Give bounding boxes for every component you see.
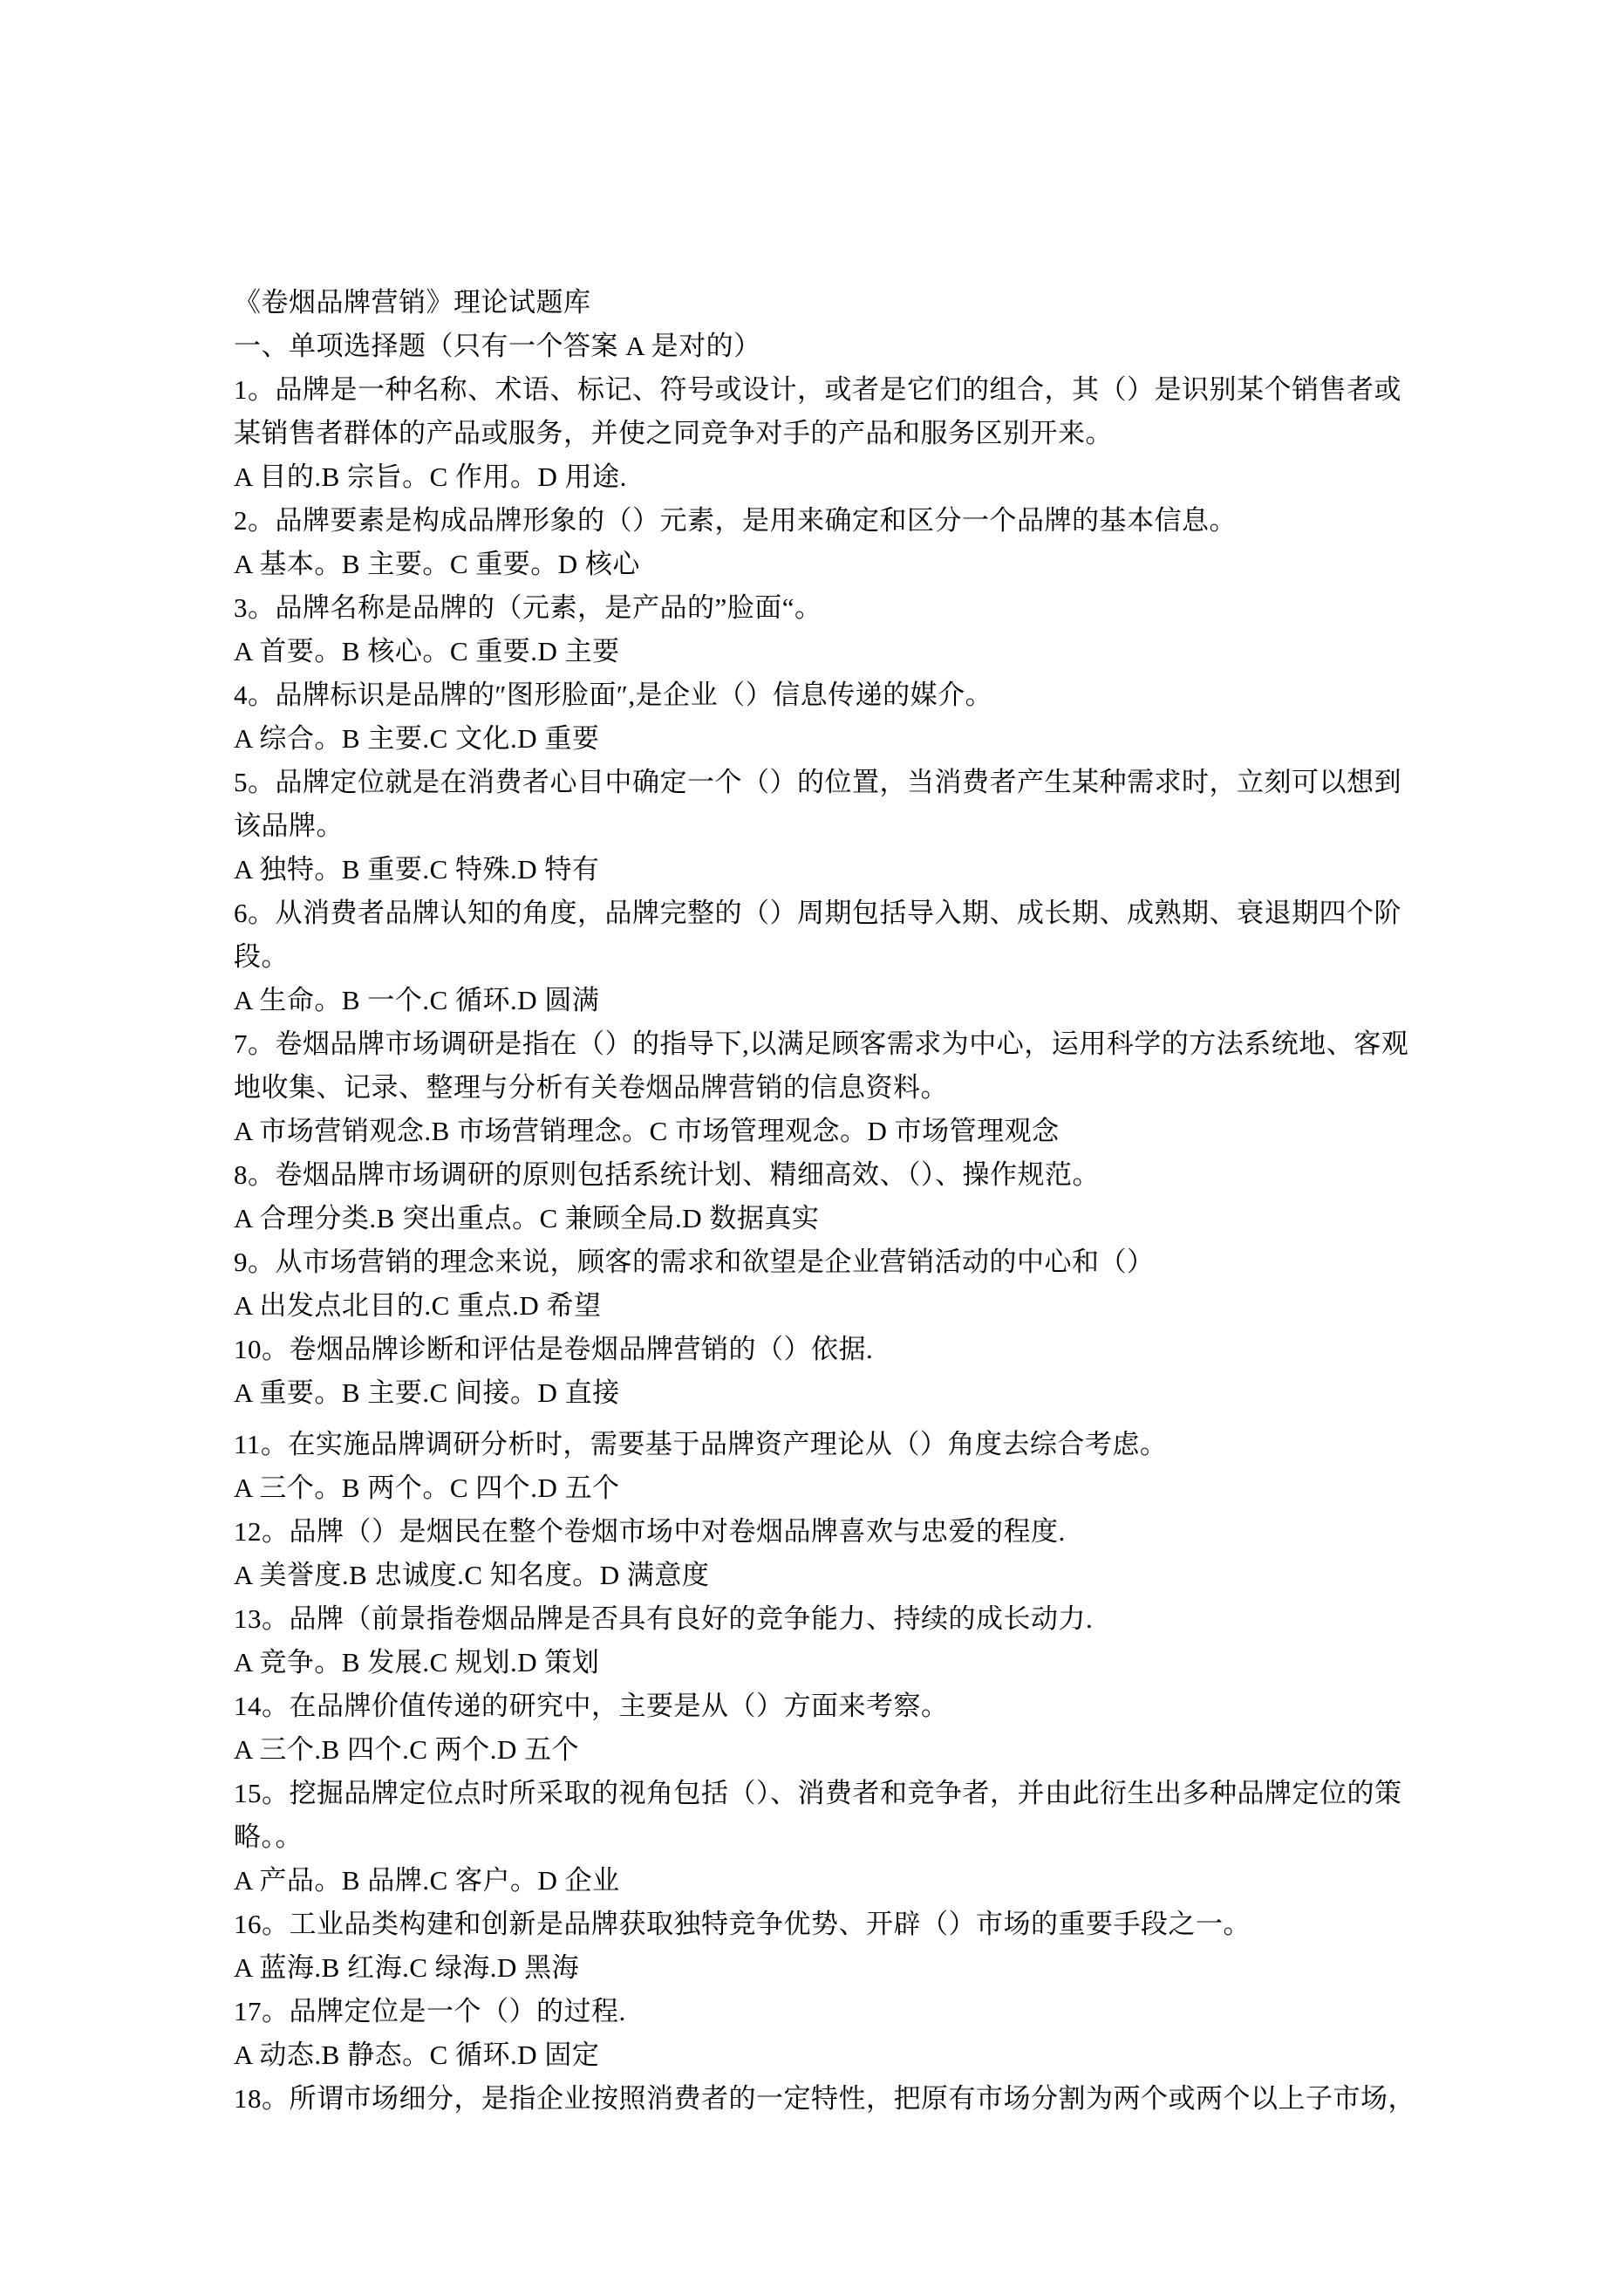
question-5-text: 5。品牌定位就是在消费者心目中确定一个（）的位置，当消费者产生某种需求时，立刻可以想到	[234, 767, 1401, 797]
question-4-options: A 综合。B 主要.C 文化.D 重要	[234, 723, 600, 754]
question-11-text: 11。在实施品牌调研分析时，需要基于品牌资产理论从（）角度去综合考虑。	[234, 1429, 1168, 1459]
question-13-text: 13。品牌（前景指卷烟品牌是否具有良好的竞争能力、持续的成长动力.	[234, 1603, 1094, 1634]
question-17-text: 17。品牌定位是一个（）的过程.	[234, 1996, 626, 2026]
question-15-text-cont: 略。。	[234, 1821, 303, 1852]
question-14-text: 14。在品牌价值传递的研究中，主要是从（）方面来考察。	[234, 1691, 949, 1721]
question-16-text: 16。工业品类构建和创新是品牌获取独特竞争优势、开辟（）市场的重要手段之一。	[234, 1909, 1251, 1939]
section-heading: 一、单项选择题（只有一个答案 A 是对的）	[234, 331, 761, 361]
question-15-options: A 产品。B 品牌.C 客户。D 企业	[234, 1865, 620, 1896]
question-16-options: A 蓝海.B 红海.C 绿海.D 黑海	[234, 1952, 580, 1983]
question-5-options: A 独特。B 重要.C 特殊.D 特有	[234, 854, 600, 885]
question-15-text: 15。挖掘品牌定位点时所采取的视角包括（）、消费者和竞争者，并由此衍生出多种品牌定位的策	[234, 1778, 1402, 1808]
question-1-text-cont: 某销售者群体的产品或服务，并使之同竞争对手的产品和服务区别开来。	[234, 418, 1113, 448]
question-7-text: 7。卷烟品牌市场调研是指在（）的指导下,以满足顾客需求为中心，运用科学的方法系统地、客观	[234, 1028, 1409, 1059]
question-6-options: A 生命。B 一个.C 循环.D 圆满	[234, 985, 600, 1015]
question-5-text-cont: 该品牌。	[234, 810, 344, 841]
doc-title: 《卷烟品牌营销》理论试题库	[234, 287, 591, 318]
question-18-text: 18。所谓市场细分，是指企业按照消费者的一定特性，把原有市场分割为两个或两个以上子市场，	[234, 2083, 1415, 2114]
question-1-options: A 目的.B 宗旨。C 作用。D 用途.	[234, 461, 627, 492]
question-14-options: A 三个.B 四个.C 两个.D 五个	[234, 1734, 580, 1765]
question-12-text: 12。品牌（）是烟民在整个卷烟市场中对卷烟品牌喜欢与忠爱的程度.	[234, 1516, 1066, 1547]
question-3-options: A 首要。B 核心。C 重要.D 主要	[234, 636, 620, 666]
question-10-text: 10。卷烟品牌诊断和评估是卷烟品牌营销的（）依据.	[234, 1334, 874, 1364]
question-12-options: A 美誉度.B 忠诚度.C 知名度。D 满意度	[234, 1560, 710, 1590]
question-17-options: A 动态.B 静态。C 循环.D 固定	[234, 2040, 600, 2070]
exam-document	[234, 281, 1455, 2121]
question-8-options: A 合理分类.B 突出重点。C 兼顾全局.D 数据真实	[234, 1203, 820, 1233]
question-13-options: A 竞争。B 发展.C 规划.D 策划	[234, 1647, 600, 1678]
question-11-options: A 三个。B 两个。C 四个.D 五个	[234, 1473, 620, 1503]
question-6-text-cont: 段。	[234, 941, 289, 972]
question-2-options: A 基本。B 主要。C 重要。D 核心	[234, 549, 640, 579]
question-1-text: 1。品牌是一种名称、术语、标记、符号或设计，或者是它们的组合，其（）是识别某个销售者或	[234, 374, 1401, 405]
question-10-options: A 重要。B 主要.C 间接。D 直接	[234, 1377, 620, 1408]
question-2-text: 2。品牌要素是构成品牌形象的（）元素，是用来确定和区分一个品牌的基本信息。	[234, 505, 1237, 536]
question-7-text-cont: 地收集、记录、整理与分析有关卷烟品牌营销的信息资料。	[234, 1072, 948, 1103]
question-4-text: 4。品牌标识是品牌的″图形脸面″,是企业（）信息传递的媒介。	[234, 680, 993, 710]
question-6-text: 6。从消费者品牌认知的角度，品牌完整的（）周期包括导入期、成长期、成熟期、衰退期四个阶	[234, 898, 1401, 928]
question-7-options: A 市场营销观念.B 市场营销理念。C 市场管理观念。D 市场管理观念	[234, 1116, 1060, 1146]
question-8-text: 8。卷烟品牌市场调研的原则包括系统计划、精细高效、（）、操作规范。	[234, 1159, 1100, 1190]
question-9-options: A 出发点北目的.C 重点.D 希望	[234, 1290, 602, 1321]
question-9-text: 9。从市场营销的理念来说，顾客的需求和欲望是企业营销活动的中心和（）	[234, 1247, 1155, 1277]
question-3-text: 3。品牌名称是品牌的（元素，是产品的”脸面“。	[234, 592, 822, 623]
